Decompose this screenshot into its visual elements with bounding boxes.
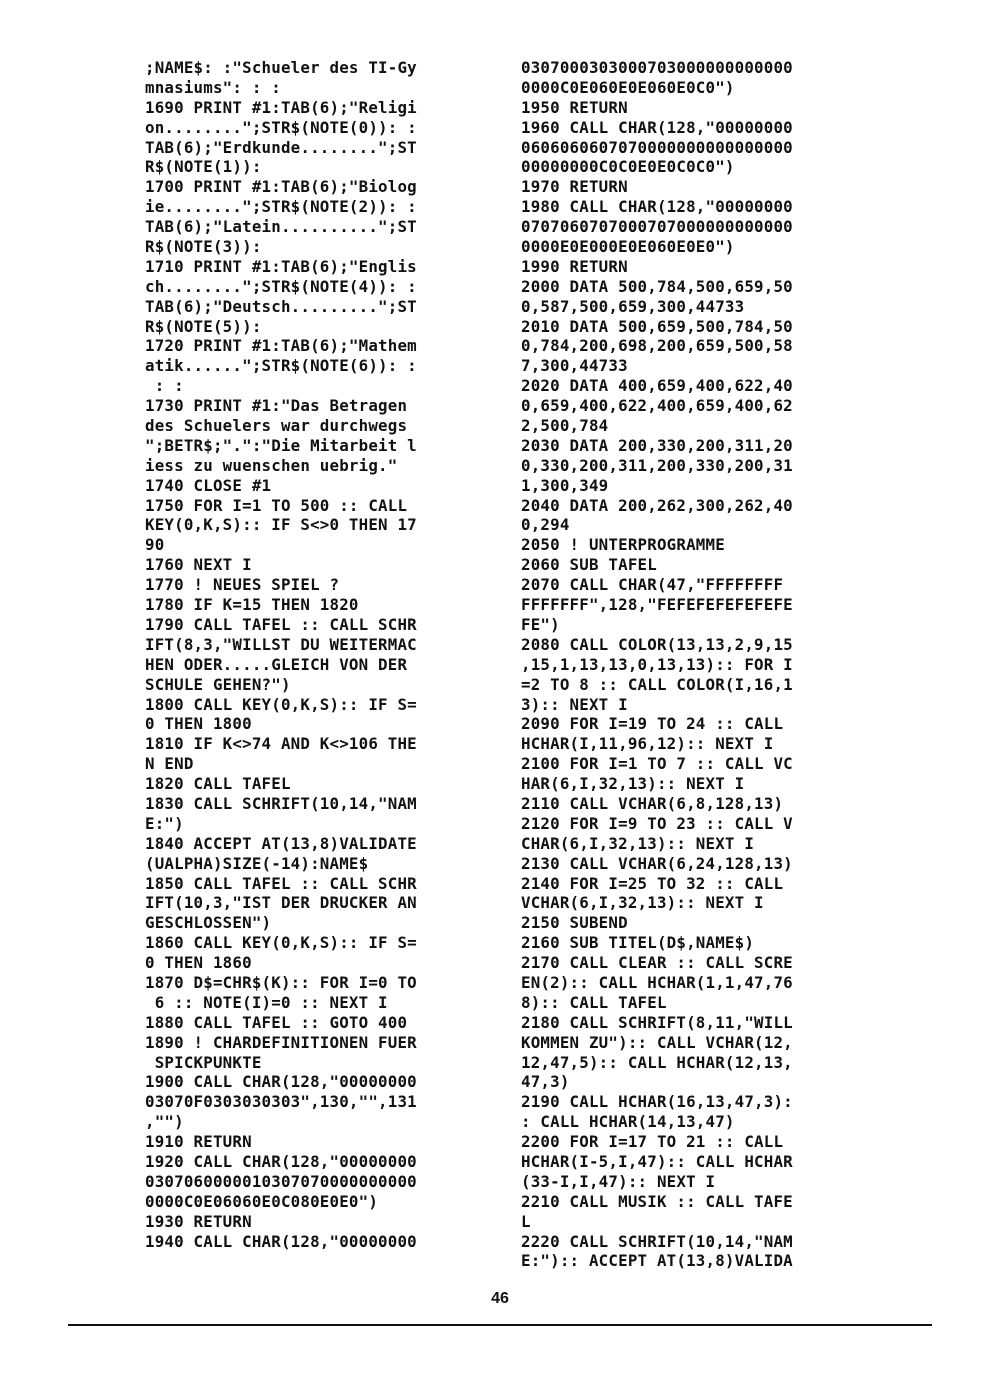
- code-line: 0707060707000707000000000000: [521, 217, 793, 237]
- code-line: 0000E0E000E0E060E0E0"): [521, 237, 735, 257]
- code-line: 03070F0303030303",130,"",131: [145, 1092, 417, 1112]
- code-line: 0,294: [521, 515, 570, 535]
- code-line: 2090 FOR I=19 TO 24 :: CALL: [521, 714, 784, 734]
- code-line: 0,659,400,622,400,659,400,62: [521, 396, 793, 416]
- listing-right-column: [521, 58, 866, 1271]
- code-line: 1700 PRINT #1:TAB(6);"Biolog: [145, 177, 417, 197]
- code-line: CHAR(6,I,32,13):: NEXT I: [521, 833, 755, 853]
- code-line: on........";STR$(NOTE(0)): :: [145, 117, 417, 137]
- code-line: 2070 CALL CHAR(47,"FFFFFFFF: [521, 575, 784, 595]
- code-line: 1880 CALL TAFEL :: GOTO 400: [145, 1012, 408, 1032]
- code-line: 2050 ! UNTERPROGRAMME: [521, 535, 725, 555]
- code-line: 2040 DATA 200,262,300,262,40: [521, 495, 793, 515]
- code-line: 1770 ! NEUES SPIEL ?: [145, 575, 340, 595]
- code-line: 1810 IF K<>74 AND K<>106 THE: [145, 734, 417, 754]
- code-line: 90: [145, 535, 165, 555]
- code-line: 1830 CALL SCHRIFT(10,14,"NAM: [145, 793, 417, 813]
- code-line: L: [521, 1211, 531, 1231]
- code-line: E:"):: ACCEPT AT(13,8)VALIDA: [521, 1251, 793, 1271]
- code-line: mnasiums": : :: [145, 77, 281, 97]
- code-line: 2100 FOR I=1 TO 7 :: CALL VC: [521, 754, 793, 774]
- code-line: 2210 CALL MUSIK :: CALL TAFE: [521, 1191, 793, 1211]
- code-line: 1800 CALL KEY(0,K,S):: IF S=: [145, 694, 417, 714]
- code-line: atik......";STR$(NOTE(6)): :: [145, 356, 417, 376]
- code-line: GESCHLOSSEN"): [145, 913, 272, 933]
- code-line: IFT(10,3,"IST DER DRUCKER AN: [145, 893, 417, 913]
- code-line: 6 :: NOTE(I)=0 :: NEXT I: [145, 992, 388, 1012]
- code-line: 1920 CALL CHAR(128,"00000000: [145, 1151, 417, 1171]
- code-line: HAR(6,I,32,13):: NEXT I: [521, 774, 745, 794]
- code-line: ;NAME$: :"Schueler des TI-Gy: [145, 58, 417, 77]
- code-line: 1850 CALL TAFEL :: CALL SCHR: [145, 873, 417, 893]
- code-line: 1790 CALL TAFEL :: CALL SCHR: [145, 614, 417, 634]
- code-line: : :: [145, 376, 184, 396]
- code-line: 2130 CALL VCHAR(6,24,128,13): [521, 853, 793, 873]
- code-line: 2140 FOR I=25 TO 32 :: CALL: [521, 873, 784, 893]
- code-line: KEY(0,K,S):: IF S<>0 THEN 17: [145, 515, 417, 535]
- code-line: 1860 CALL KEY(0,K,S):: IF S=: [145, 933, 417, 953]
- code-line: FFFFFFF",128,"FEFEFEFEFEFEFE: [521, 595, 793, 615]
- code-line: 7,300,44733: [521, 356, 628, 376]
- code-line: HCHAR(I,11,96,12):: NEXT I: [521, 734, 774, 754]
- code-line: VCHAR(6,I,32,13):: NEXT I: [521, 893, 764, 913]
- code-line: 1730 PRINT #1:"Das Betragen: [145, 396, 408, 416]
- code-line: 1950 RETURN: [521, 97, 628, 117]
- code-line: 1900 CALL CHAR(128,"00000000: [145, 1072, 417, 1092]
- code-line: 1980 CALL CHAR(128,"00000000: [521, 197, 793, 217]
- code-line: N END: [145, 754, 194, 774]
- code-line: 1870 D$=CHR$(K):: FOR I=0 TO: [145, 972, 417, 992]
- code-line: 3):: NEXT I: [521, 694, 628, 714]
- code-line: 2180 CALL SCHRIFT(8,11,"WILL: [521, 1012, 793, 1032]
- code-line: 2120 FOR I=9 TO 23 :: CALL V: [521, 813, 793, 833]
- code-line: SCHULE GEHEN?"): [145, 674, 291, 694]
- code-line: R$(NOTE(5)):: [145, 316, 262, 336]
- code-line: HCHAR(I-5,I,47):: CALL HCHAR: [521, 1151, 793, 1171]
- code-line: ";BETR$;".":"Die Mitarbeit l: [145, 435, 417, 455]
- code-line: 1940 CALL CHAR(128,"00000000: [145, 1231, 417, 1251]
- code-line: 1890 ! CHARDEFINITIONEN FUER: [145, 1032, 417, 1052]
- code-line: EN(2):: CALL HCHAR(1,1,47,76: [521, 972, 793, 992]
- code-line: 0307060000010307070000000000: [145, 1171, 417, 1191]
- code-line: 2110 CALL VCHAR(6,8,128,13): [521, 793, 784, 813]
- code-line: (33-I,I,47):: NEXT I: [521, 1171, 716, 1191]
- code-line: R$(NOTE(1)):: [145, 157, 262, 177]
- code-line: KOMMEN ZU"):: CALL VCHAR(12,: [521, 1032, 793, 1052]
- code-line: 1780 IF K=15 THEN 1820: [145, 595, 359, 615]
- code-line: 1930 RETURN: [145, 1211, 252, 1231]
- code-line: ,""): [145, 1112, 184, 1132]
- code-line: E:"): [145, 813, 184, 833]
- code-line: 0 THEN 1800: [145, 714, 252, 734]
- code-line: 0000C0E06060E0C080E0E0"): [145, 1191, 379, 1211]
- code-line: 2080 CALL COLOR(13,13,2,9,15: [521, 634, 793, 654]
- code-line: 12,47,5):: CALL HCHAR(12,13,: [521, 1052, 793, 1072]
- code-line: 2190 CALL HCHAR(16,13,47,3):: [521, 1092, 793, 1112]
- code-line: 1960 CALL CHAR(128,"00000000: [521, 117, 793, 137]
- code-line: 2160 SUB TITEL(D$,NAME$): [521, 933, 755, 953]
- code-line: (UALPHA)SIZE(-14):NAME$: [145, 853, 369, 873]
- code-line: 1840 ACCEPT AT(13,8)VALIDATE: [145, 833, 417, 853]
- code-line: ,15,1,13,13,0,13,13):: FOR I: [521, 654, 793, 674]
- code-line: 1,300,349: [521, 475, 609, 495]
- code-line: 00000000C0C0E0E0C0C0"): [521, 157, 735, 177]
- code-line: ie........";STR$(NOTE(2)): :: [145, 197, 417, 217]
- code-line: 1760 NEXT I: [145, 555, 252, 575]
- code-line: 2220 CALL SCHRIFT(10,14,"NAM: [521, 1231, 793, 1251]
- code-line: IFT(8,3,"WILLST DU WEITERMAC: [145, 634, 417, 654]
- code-line: SPICKPUNKTE: [145, 1052, 262, 1072]
- code-line: 2020 DATA 400,659,400,622,40: [521, 376, 793, 396]
- code-line: 0,587,500,659,300,44733: [521, 296, 745, 316]
- code-line: TAB(6);"Erdkunde........";ST: [145, 137, 417, 157]
- code-line: 2,500,784: [521, 416, 609, 436]
- code-line: 1720 PRINT #1:TAB(6);"Mathem: [145, 336, 417, 356]
- code-line: 2010 DATA 500,659,500,784,50: [521, 316, 793, 336]
- code-line: 0,784,200,698,200,659,500,58: [521, 336, 793, 356]
- code-line: 47,3): [521, 1072, 570, 1092]
- code-line: TAB(6);"Latein..........";ST: [145, 217, 417, 237]
- code-line: 1910 RETURN: [145, 1132, 252, 1152]
- code-line: 1970 RETURN: [521, 177, 628, 197]
- code-line: 2060 SUB TAFEL: [521, 555, 657, 575]
- code-line: 2150 SUBEND: [521, 913, 628, 933]
- footer-rule: [68, 1324, 932, 1326]
- code-line: des Schuelers war durchwegs: [145, 416, 408, 436]
- code-line: 1710 PRINT #1:TAB(6);"Englis: [145, 256, 417, 276]
- code-line: 1740 CLOSE #1: [145, 475, 272, 495]
- code-line: iess zu wuenschen uebrig.": [145, 455, 398, 475]
- code-line: =2 TO 8 :: CALL COLOR(I,16,1: [521, 674, 793, 694]
- code-line: FE"): [521, 614, 560, 634]
- code-line: ch........";STR$(NOTE(4)): :: [145, 276, 417, 296]
- code-line: HEN ODER.....GLEICH VON DER: [145, 654, 408, 674]
- code-line: 0307000303000703000000000000: [521, 58, 793, 77]
- code-line: 0000C0E060E0E060E0C0"): [521, 77, 735, 97]
- listing-left-column: [145, 58, 490, 1251]
- code-line: 8):: CALL TAFEL: [521, 992, 667, 1012]
- code-line: 2170 CALL CLEAR :: CALL SCRE: [521, 953, 793, 973]
- code-line: 1990 RETURN: [521, 256, 628, 276]
- code-line: 0,330,200,311,200,330,200,31: [521, 455, 793, 475]
- code-line: 0606060607070000000000000000: [521, 137, 793, 157]
- code-line: 2000 DATA 500,784,500,659,50: [521, 276, 793, 296]
- code-line: 1750 FOR I=1 TO 500 :: CALL: [145, 495, 408, 515]
- code-line: 1690 PRINT #1:TAB(6);"Religi: [145, 97, 417, 117]
- code-line: 2030 DATA 200,330,200,311,20: [521, 435, 793, 455]
- code-line: TAB(6);"Deutsch.........";ST: [145, 296, 417, 316]
- code-line: 0 THEN 1860: [145, 953, 252, 973]
- page-number: 46: [491, 1290, 509, 1307]
- code-line: : CALL HCHAR(14,13,47): [521, 1112, 735, 1132]
- code-line: R$(NOTE(3)):: [145, 237, 262, 257]
- code-line: 1820 CALL TAFEL: [145, 774, 291, 794]
- code-line: 2200 FOR I=17 TO 21 :: CALL: [521, 1132, 784, 1152]
